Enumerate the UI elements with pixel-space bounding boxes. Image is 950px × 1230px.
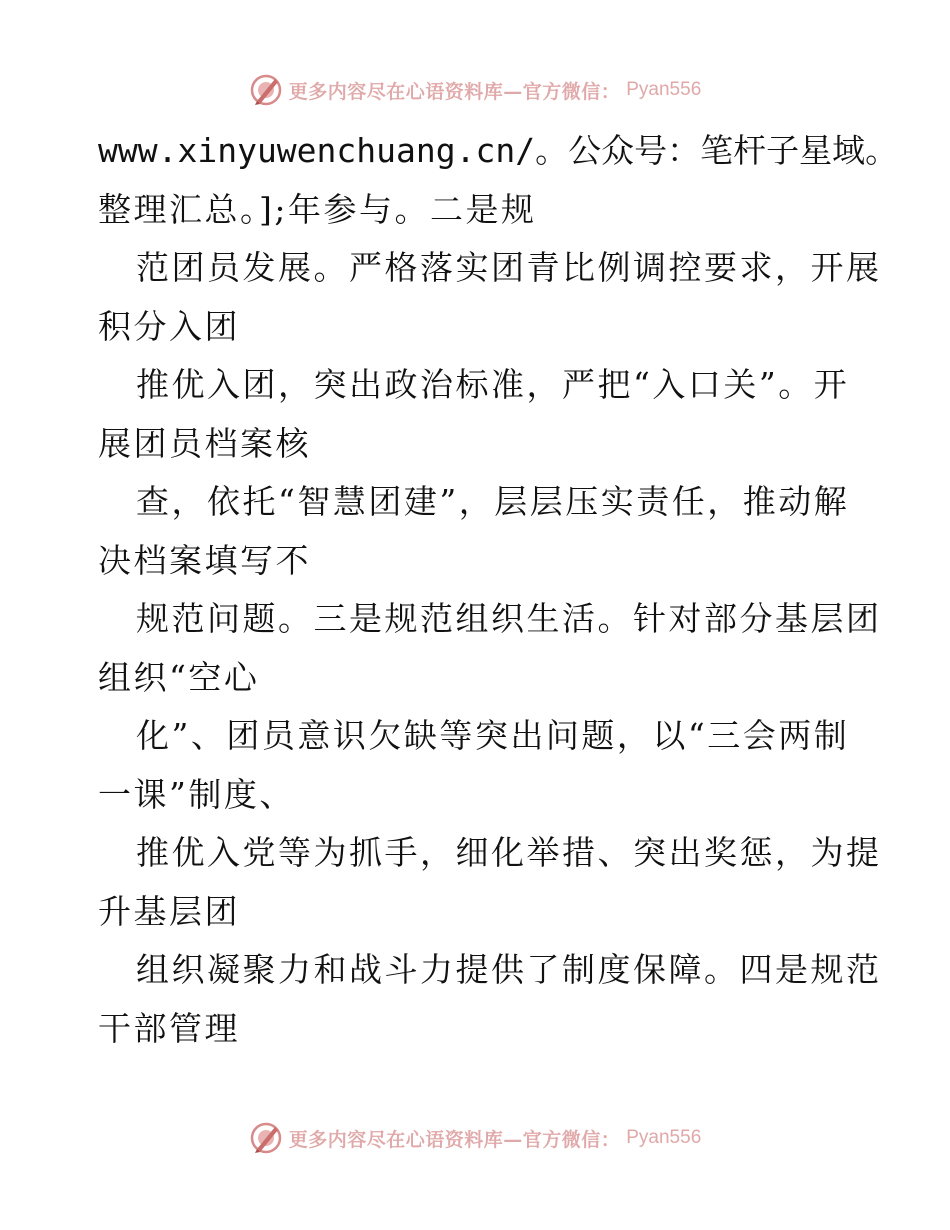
body-line: 组织“空心 [98,657,260,697]
header-watermark [0,70,950,110]
body-line: 化”、团员意识欠缺等突出问题，以“三会两制 [136,716,850,755]
body-line: www.xinyuwenchuang.cn/。公众号：笔杆子星域。 [98,131,899,170]
document-body [98,122,899,1058]
watermark-wechat-id: Pyan556 [626,79,702,100]
watermark-text: 更多内容尽在心语资料库—官方微信： [288,1128,621,1151]
body-line: 一课”制度、 [98,774,295,814]
body-line: 升基层团 [98,891,240,931]
body-line: 展团员档案核 [98,423,311,463]
pen-logo-icon [249,73,283,107]
body-line: 决档案填写不 [98,540,311,580]
watermark-text: 更多内容尽在心语资料库—官方微信： [288,80,621,103]
body-line: 整理汇总。];年参与。二是规 [98,189,537,229]
body-line: 规范问题。三是规范组织生活。针对部分基层团 [136,599,882,638]
body-line: 干部管理 [98,1008,240,1048]
body-line: 推优入党等为抓手，细化举措、突出奖惩，为提 [136,833,882,872]
body-line: 组织凝聚力和战斗力提供了制度保障。四是规范 [136,950,882,989]
body-line: 推优入团，突出政治标准，严把“入口关”。开 [136,365,850,404]
body-line: 范团员发展。严格落实团青比例调控要求，开展 [136,248,882,287]
footer-watermark [0,1118,950,1158]
body-line: 积分入团 [98,306,240,346]
watermark-wechat-id: Pyan556 [626,1127,702,1148]
pen-logo-icon [249,1121,283,1155]
body-line: 查，依托“智慧团建”，层层压实责任，推动解 [136,482,850,521]
